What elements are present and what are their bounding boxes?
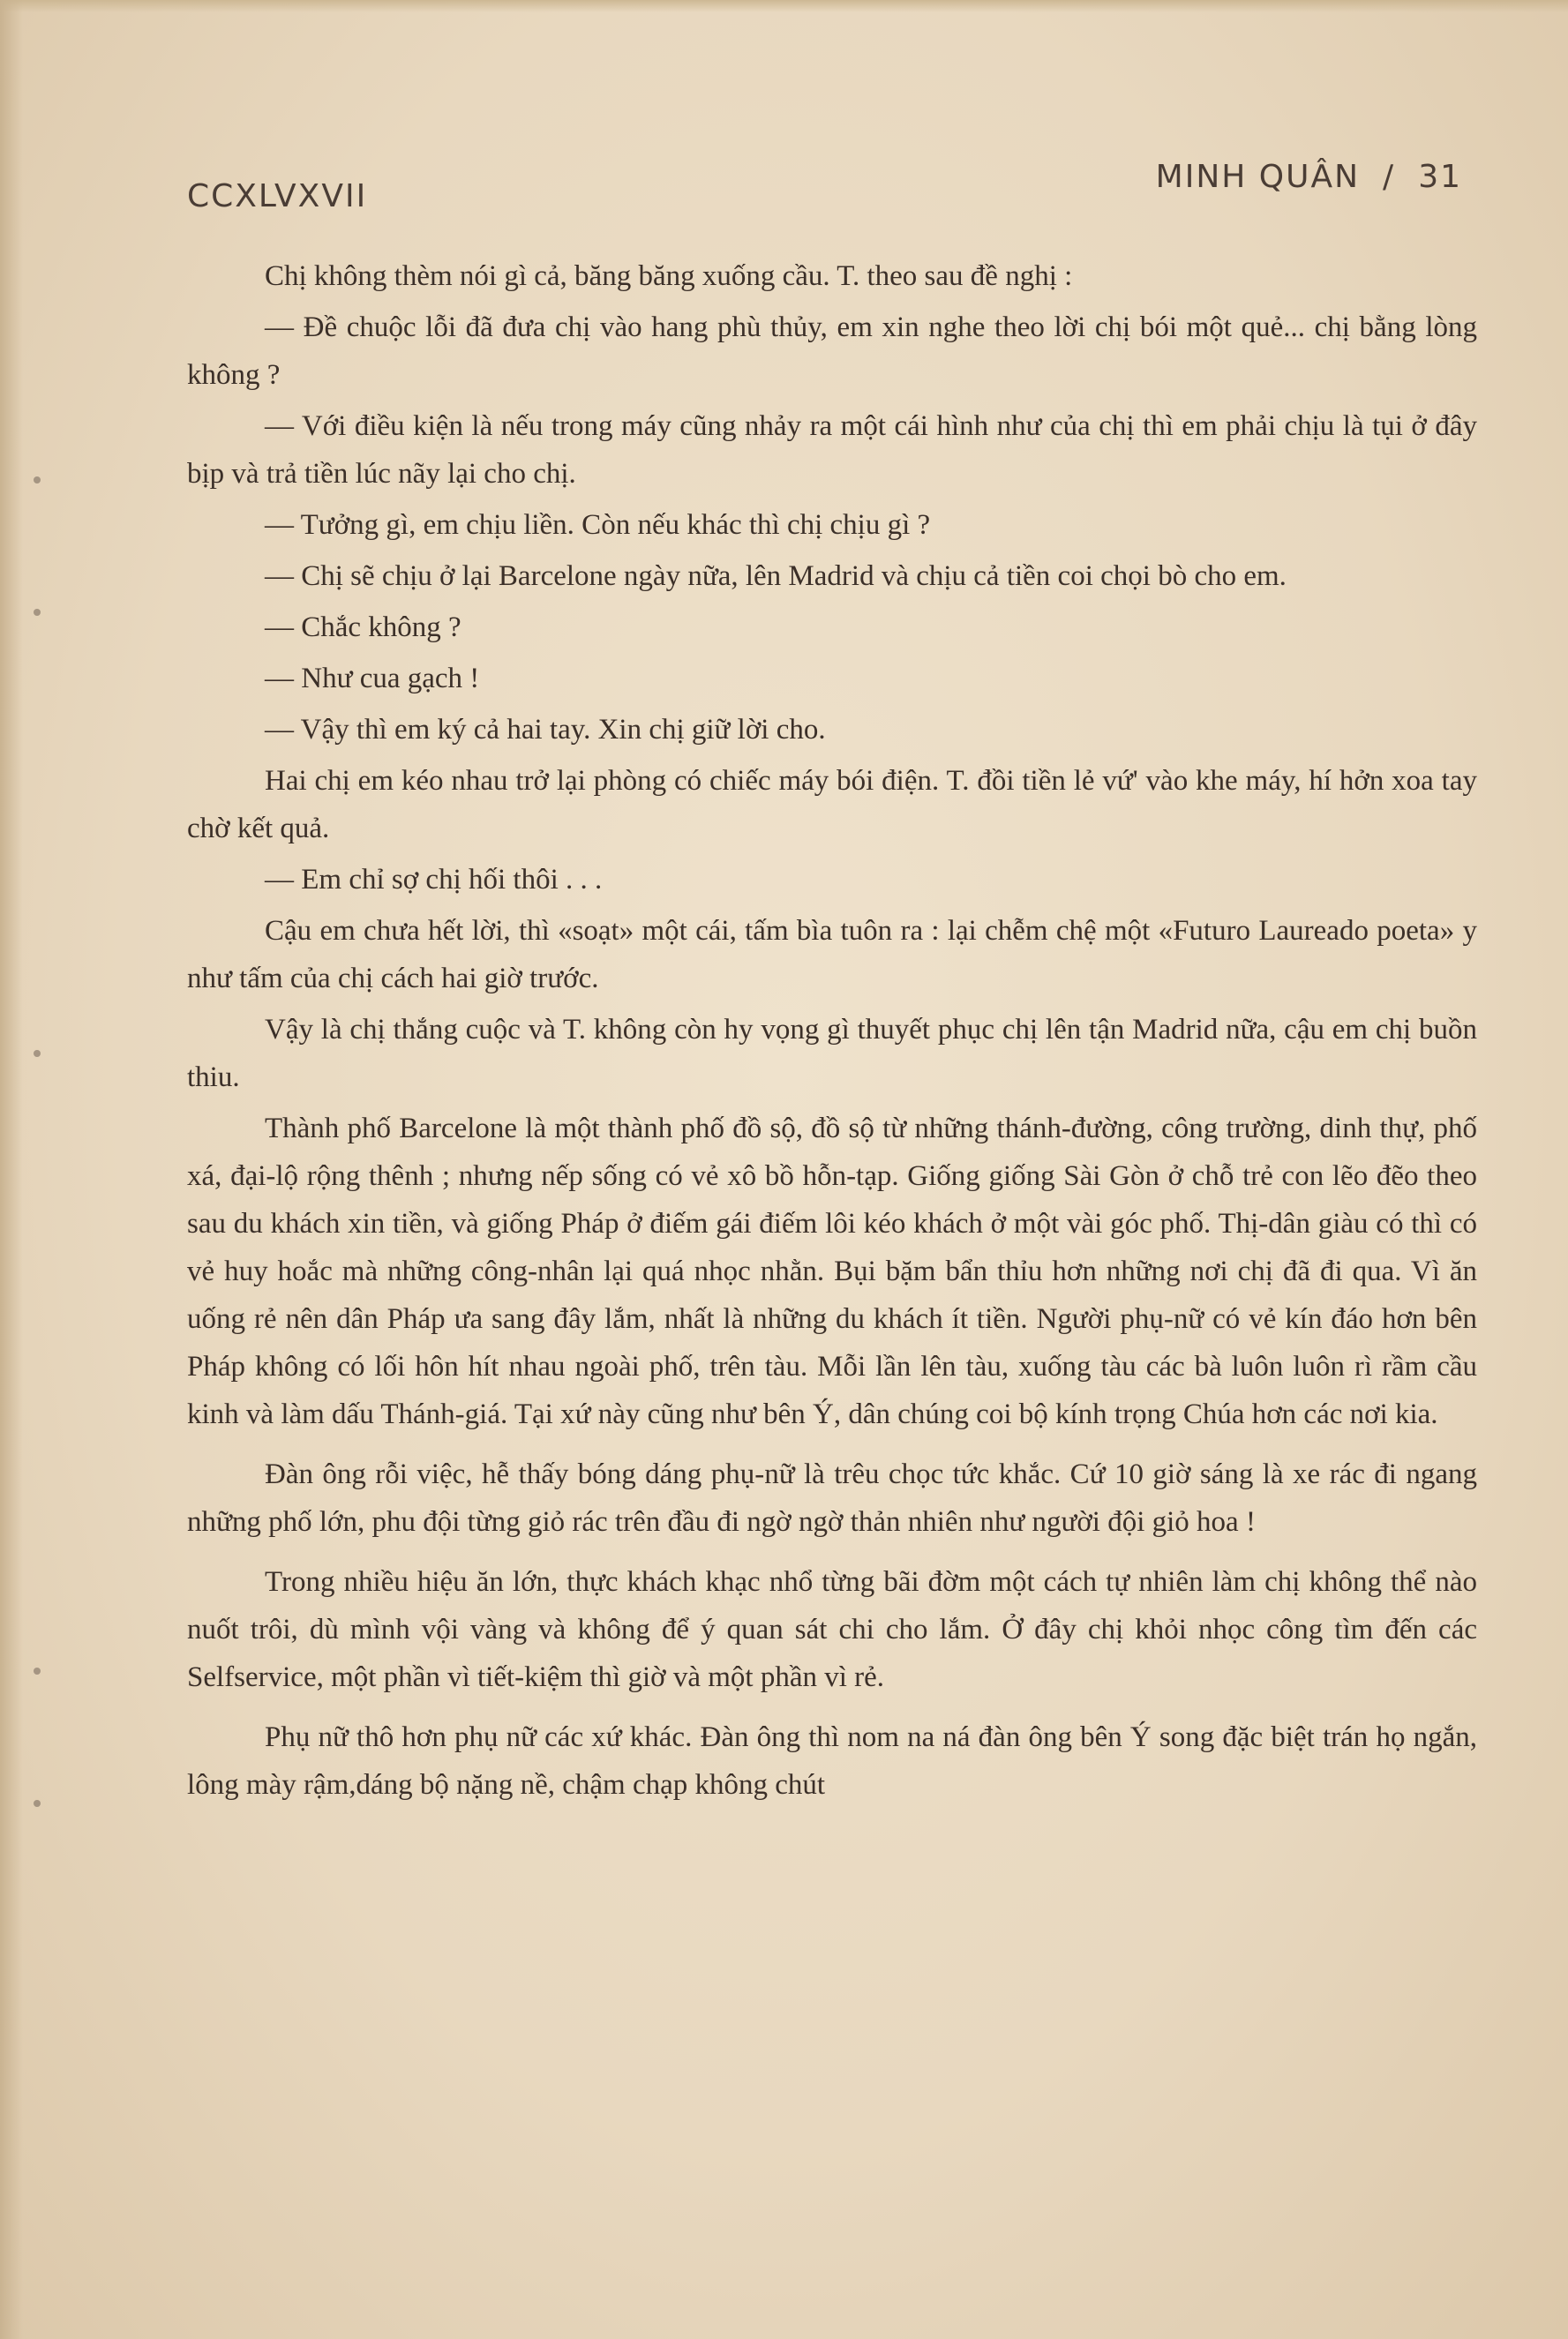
margin-speck xyxy=(34,1668,41,1675)
paragraph: Hai chị em kéo nhau trở lại phòng có chiếc máy bói điện. T. đồi tiền lẻ vứ' vào khe máy, hí hởn xoa tay chờ kết quả. xyxy=(187,765,1477,844)
dialogue-line: — Chắc không ? xyxy=(265,611,461,643)
dialogue-line: — Em chỉ sợ chị hối thôi . . . xyxy=(265,864,603,896)
page-binding-shadow xyxy=(0,0,23,2339)
dialogue-line: — Tưởng gì, em chịu liền. Còn nếu khác thì chị chịu gì ? xyxy=(265,509,931,541)
page-body-text xyxy=(187,252,1477,1818)
paragraph: Đàn ông rỗi việc, hễ thấy bóng dáng phụ-nữ là trêu chọc tức khắc. Cứ 10 giờ sáng là xe rác đi ngang những phố lớn, phu đội từng giỏ rác trên đầu đi ngờ ngờ thản nhiên như người đội giỏ hoa ! xyxy=(187,1458,1477,1538)
header-separator: / xyxy=(1383,159,1396,195)
paragraph: Vậy là chị thắng cuộc và T. không còn hy vọng gì thuyết phục chị lên tận Madrid nữa, cậu em chị buồn thiu. xyxy=(187,1014,1477,1093)
margin-speck xyxy=(34,1800,41,1807)
paragraph: Phụ nữ thô hơn phụ nữ các xứ khác. Đàn ông thì nom na ná đàn ông bên Ý song đặc biệt trán họ ngắn, lông mày rậm,dáng bộ nặng nề, chậm chạp không chút xyxy=(187,1721,1477,1801)
paragraph: Cậu em chưa hết lời, thì «soạt» một cái, tấm bìa tuôn ra : lại chễm chệ một «Futuro Laureado poeta» y như tấm của chị cách hai giờ trước. xyxy=(187,915,1477,994)
dialogue-line: — Với điều kiện là nếu trong máy cũng nhảy ra một cái hình như của chị thì em phải chịu là tụi ở đây bịp và trả tiền lúc nãy lại cho chị. xyxy=(187,410,1477,490)
margin-speck xyxy=(34,609,41,616)
dialogue-line: — Vậy thì em ký cả hai tay. Xin chị giữ lời cho. xyxy=(265,714,826,746)
running-header xyxy=(187,159,1462,212)
header-right xyxy=(1133,159,1462,195)
dialogue-line: — Chị sẽ chịu ở lại Barcelone ngày nữa, lên Madrid và chịu cả tiền coi chọi bò cho em. xyxy=(265,560,1287,592)
paragraph: Thành phố Barcelone là một thành phố đồ sộ, đồ sộ từ những thánh-đường, công trường, dinh thự, phố xá, đại-lộ rộng thênh ; nhưng nếp sống có vẻ xô bồ hỗn-tạp. Giống giống Sài Gòn ở chỗ trẻ con lẽo đẽo theo sau du khách xin tiền, và giống Pháp ở điếm gái điếm lôi kéo khách ở một vài góc phố. Thị-dân giàu có thì có vẻ huy hoắc mà những công-nhân lại quá nhọc nhằn. Bụi bặm bẩn thỉu hơn những nơi chị đã đi qua. Vì ăn uống rẻ nên dân Pháp ưa sang đây lắm, nhất là những du khách ít tiền. Người phụ-nữ có vẻ kín đáo hơn bên Pháp không có lối hôn hít nhau ngoài phố, trên tàu. Mỗi lần lên tàu, xuống tàu các bà luôn luôn rì rầm cầu kinh và làm dấu Thánh-giá. Tại xứ này cũng như bên Ý, dân chúng coi bộ kính trọng Chúa hơn các nơi kia. xyxy=(187,1113,1477,1430)
page-number: 31 xyxy=(1418,159,1462,195)
paragraph: Trong nhiều hiệu ăn lớn, thực khách khạc nhổ từng bãi đờm một cách tự nhiên làm chị không thể nào nuốt trôi, dù mình vội vàng và không để ý quan sát chi cho lắm. Ở đây chị khỏi nhọc công tìm đến các Selfservice, một phần vì tiết-kiệm thì giờ và một phần vì rẻ. xyxy=(187,1566,1477,1693)
margin-speck xyxy=(34,1050,41,1057)
dialogue-line: — Đề chuộc lỗi đã đưa chị vào hang phù thủy, em xin nghe theo lời chị bói một quẻ... chị bằng lòng không ? xyxy=(187,311,1477,391)
paragraph: Chị không thèm nói gì cả, băng băng xuống cầu. T. theo sau đề nghị : xyxy=(265,260,1073,292)
margin-speck xyxy=(34,476,41,484)
author-name: MINH QUÂN xyxy=(1155,159,1361,195)
printer-signature-mark: CCXLVXVII xyxy=(187,178,368,214)
dialogue-line: — Như cua gạch ! xyxy=(265,663,480,694)
page-top-edge-shadow xyxy=(0,0,1568,12)
